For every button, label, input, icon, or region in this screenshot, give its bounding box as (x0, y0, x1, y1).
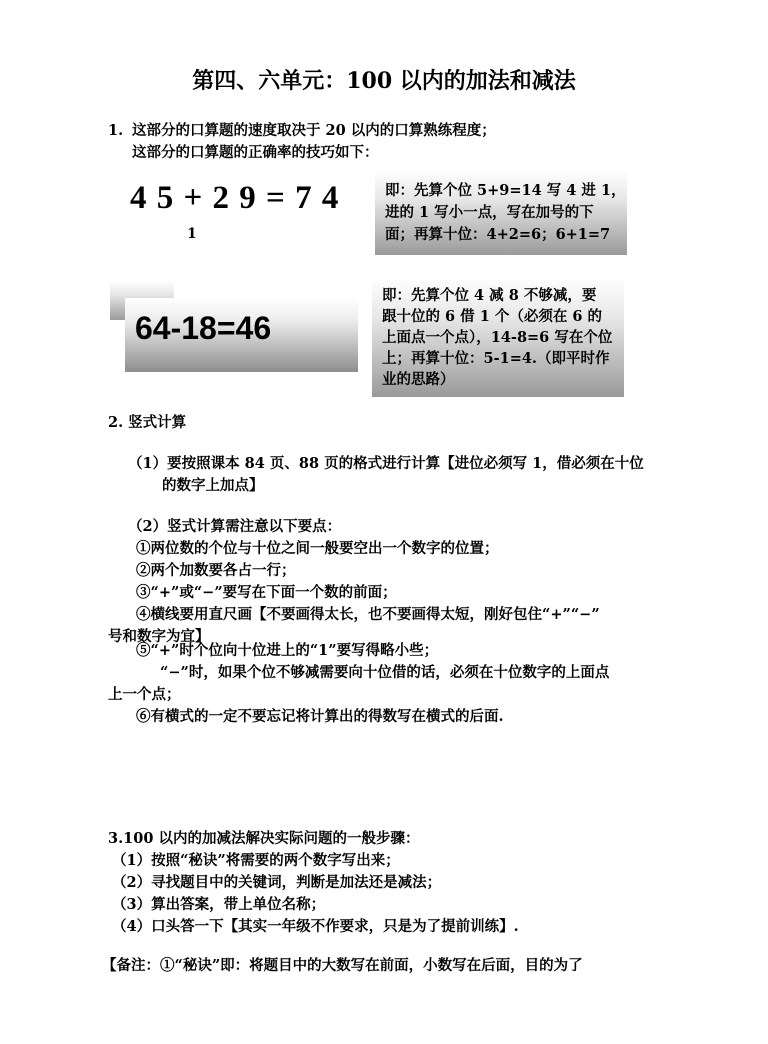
step-4: （4）口头答一下【其实一年级不作要求，只是为了提前训练】. (112, 918, 519, 935)
addition-note-line3: 面；再算十位：4+2=6；6+1=7 (385, 226, 611, 243)
page-title: 第四、六单元：100 以内的加法和减法 (192, 68, 576, 94)
section2-sub2-heading: （2）竖式计算需注意以下要点： (128, 518, 342, 535)
section2-heading: 2. 竖式计算 (108, 414, 187, 431)
remark: 【备注：①“秘诀”即：将题目中的大数写在前面，小数写在后面，目的为了 (102, 957, 583, 974)
subtraction-note-line5: 业的思路） (382, 371, 455, 388)
step-3: （3）算出答案，带上单位名称； (112, 896, 326, 913)
section1-line1: 这部分的口算题的速度取决于 20 以内的口算熟练程度； (132, 122, 496, 139)
section3-heading: 3.100 以内的加减法解决实际问题的一般步骤： (108, 830, 420, 847)
addition-note-line2: 进的 1 写小一点，写在加号的下 (385, 204, 594, 221)
section1-line2: 这部分的口算题的正确率的技巧如下： (132, 144, 379, 161)
section2-sub1-line2: 的数字上加点】 (162, 477, 264, 494)
subtraction-note-line1: 即：先算个位 4 减 8 不够减，要 (382, 287, 597, 304)
step-2: （2）寻找题目中的关键词，判断是加法还是减法； (112, 874, 442, 891)
addition-note-line1: 即：先算个位 5+9=14 写 4 进 1， (385, 182, 626, 199)
point-6: ⑥有横式的一定不要忘记将计算出的得数写在横式的后面. (136, 708, 504, 725)
point-5b: “−”时，如果个位不够减需要向十位借的话，必须在十位数字的上面点 (160, 664, 610, 681)
subtraction-equation: 64-18=46 (135, 310, 272, 346)
addition-equation: 4 5 + 2 9 = 7 4 (130, 180, 340, 216)
subtraction-note-line2: 跟十位的 6 借 1 个（必须在 6 的 (382, 308, 603, 325)
point-4-cont: 号和数字为宜】 (108, 628, 210, 645)
section2-sub1-line1: （1）要按照课本 84 页、88 页的格式进行计算【进位必须写 1，借必须在十位 (128, 455, 644, 472)
point-3: ③“+”或“−”要写在下面一个数的前面； (136, 584, 397, 601)
point-5b-cont: 上一个点； (108, 686, 181, 703)
point-1: ①两位数的个位与十位之间一般要空出一个数字的位置； (136, 540, 499, 557)
point-5: ⑤“+”时个位向十位进上的“1”要写得略小些； (136, 642, 439, 659)
point-4: ④横线要用直尺画【不要画得太长，也不要画得太短，刚好包住“+”“−” (136, 606, 600, 623)
subtraction-note-line3: 上面点一个点），14-8=6 写在个位 (382, 329, 613, 346)
carry-digit: 1 (187, 226, 197, 242)
section1-number: 1. (108, 122, 124, 139)
step-1: （1）按照“秘诀”将需要的两个数字写出来； (112, 852, 400, 869)
point-2: ②两个加数要各占一行； (136, 562, 296, 579)
subtraction-note-line4: 上；再算十位：5-1=4.（即平时作 (382, 350, 610, 367)
